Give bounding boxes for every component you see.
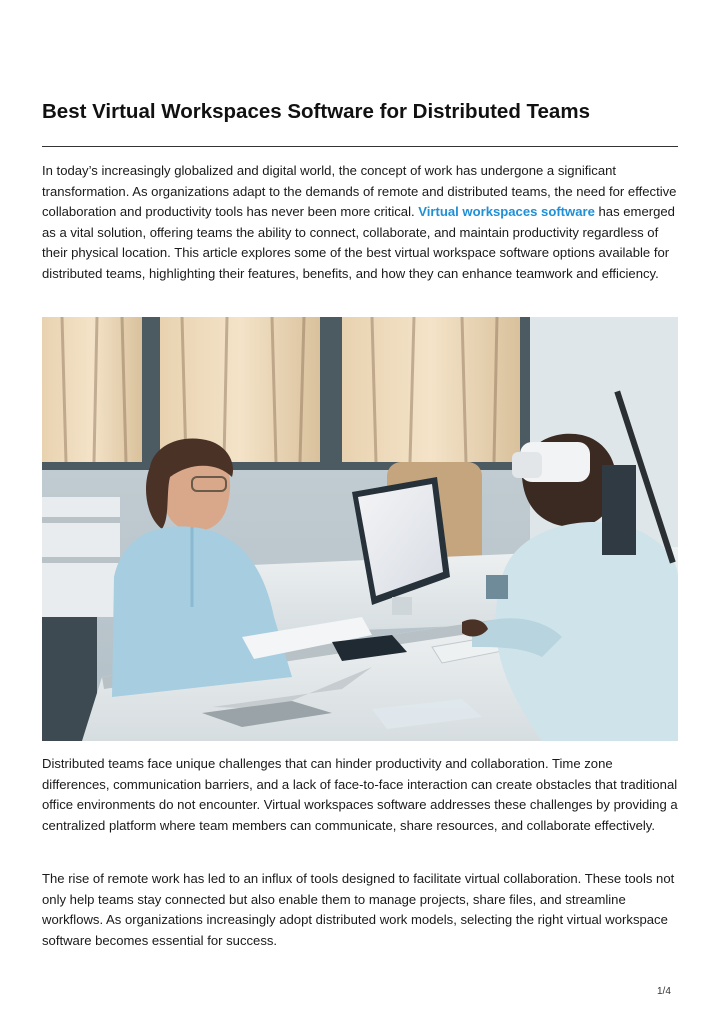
- body-paragraph-2: Distributed teams face unique challenges that can hinder productivity and collaboration. Time zone differences, communication barriers, and a lack of face-to-face interaction can create obstacles that traditional office environments do not encounter. Virtual workspaces software addresses these challenges by providing a centralized platform where team members can communicate, share resources, and collaborate effectively.: [42, 756, 678, 833]
- article-title: Best Virtual Workspaces Software for Distributed Teams: [42, 100, 590, 123]
- virtual-workspaces-software-link[interactable]: Virtual workspaces software: [418, 204, 595, 220]
- intro-text-end: has emerged as a vital solution, offering teams the ability to connect, collaborate, and maintain productivity regardless of their physical location. This article explores some of the best virtual workspace software options available for distributed teams, highlighting their features, benefits, and how they can enhance teamwork and efficiency.: [42, 204, 675, 281]
- page-number: 1/4: [657, 986, 671, 997]
- title-divider: [42, 146, 678, 147]
- office-vr-photo: [42, 317, 678, 741]
- body-paragraph-3: The rise of remote work has led to an influx of tools designed to facilitate virtual collaboration. These tools not only help teams stay connected but also enable them to manage projects, share files, and streamline workflows. As organizations increasingly adopt distributed work models, selecting the right virtual workspace software becomes essential for success.: [42, 871, 675, 948]
- intro-text-start: In today’s increasingly globalized and digital world, the concept of work has undergone a significant transformation. As organizations adapt to the demands of remote and distributed teams, the need for effective collaboration and productivity tools has never been more critical.: [42, 163, 677, 220]
- intro-paragraph: [42, 161, 678, 285]
